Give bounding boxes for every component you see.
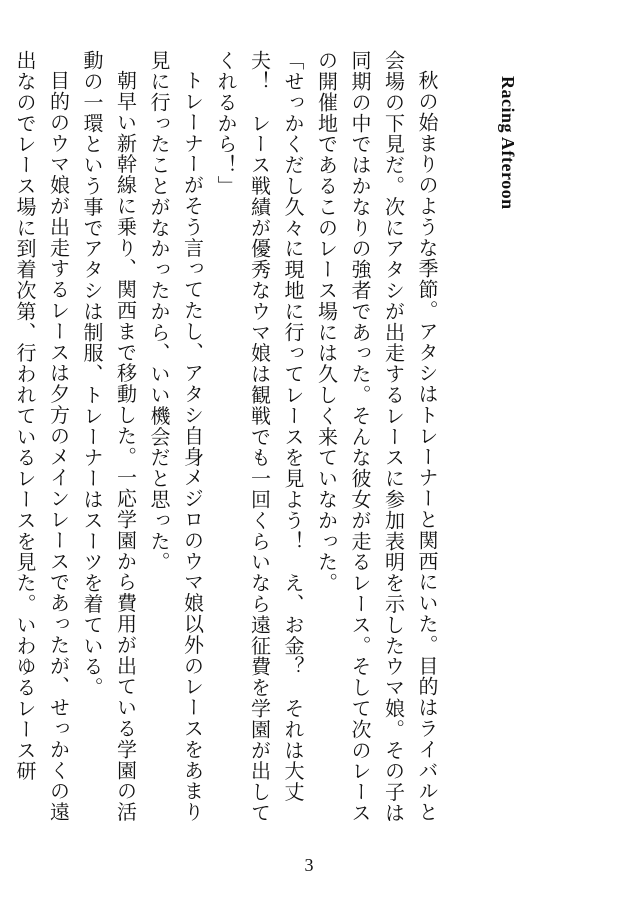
paragraph: 朝早い新幹線に乗り、関西まで移動した。一応学園から費用が出ている学園の活動の一環という事でアタシは制服、トレーナーはスーツを着ている。 — [80, 50, 138, 823]
page-number: 3 — [304, 855, 314, 875]
body-text — [8, 50, 444, 832]
paragraph: 「せっかくだし久々に現地に行ってレースを見よう！ え、お金？ それは大丈夫！ レース戦績が優秀なウマ娘は観戦でも一回くらいなら遠征費を学園が出してくれるから！」 — [214, 50, 305, 824]
paragraph: トレーナーがそう言ってたし、アタシ自身メジロのウマ娘以外のレースをあまり見に行ったことがなかったから、いい機会だと思った。 — [147, 50, 205, 823]
running-title: Racing Afteroon — [498, 76, 518, 210]
paragraph: 目的のウマ娘が出走するレースは夕方のメインレースであったが、せっかくの遠出なのでレース場に到着次第、行われているレースを見た。いわゆるレース研 — [13, 50, 71, 823]
paragraph: 秋の始まりのような季節。アタシはトレーナーと関西にいた。目的はライバルと会場の下見だ。次にアタシが出走するレースに参加表明を示したウマ娘。その子は同期の中ではかなりの強者であった。そんな彼女が走るレース。そして次のレースの開催地であるこのレース場には久しく来ていなかった。 — [314, 50, 439, 824]
